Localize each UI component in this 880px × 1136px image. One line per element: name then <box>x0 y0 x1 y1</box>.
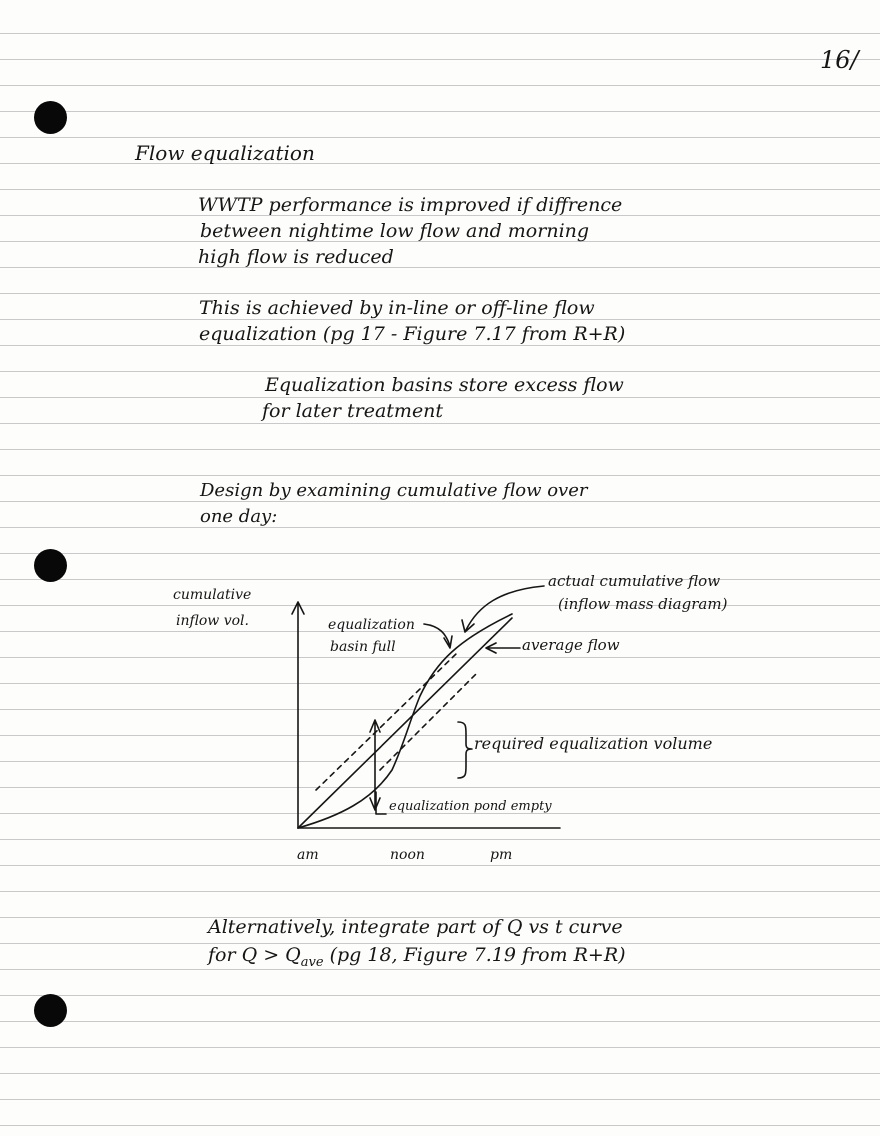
x-tick-label: am <box>297 847 319 863</box>
curly-brace-icon <box>458 722 472 778</box>
annotation-actual-flow: actual cumulative flow <box>548 572 721 590</box>
annotation-basin-full: basin full <box>330 639 396 655</box>
paragraph-line: Equalization basins store excess flow <box>265 374 624 396</box>
double-headed-arrow-icon <box>370 720 380 810</box>
x-tick-label: pm <box>490 847 513 863</box>
paragraph-line: for later treatment <box>262 400 444 422</box>
leader-average-flow <box>486 643 520 653</box>
paragraph-line: This is achieved by in-line or off-line flow <box>199 297 595 319</box>
paragraph-line: one day: <box>200 506 278 527</box>
leader-basin-full <box>424 624 452 648</box>
annotation-actual-flow: (inflow mass diagram) <box>558 595 728 613</box>
paragraph-line: Alternatively, integrate part of Q vs t curve <box>208 916 623 938</box>
reference-text: (pg 18, Figure 7.19 from R+R) <box>323 944 626 966</box>
tangent-line-empty <box>380 672 478 770</box>
paragraph-line <box>208 944 626 970</box>
leader-actual-flow <box>462 586 544 632</box>
x-tick-label: noon <box>390 847 425 863</box>
tangent-line-full <box>316 654 456 790</box>
page-number: 16/ <box>820 46 859 74</box>
y-axis-label: cumulative <box>173 587 252 603</box>
paragraph-line: Design by examining cumulative flow over <box>200 480 588 501</box>
paragraph-line: between nightime low flow and morning <box>200 220 590 242</box>
formula-text: for Q > Q <box>208 944 301 966</box>
y-axis-label: inflow vol. <box>176 613 249 629</box>
paragraph-line: WWTP performance is improved if diffrence <box>198 194 623 216</box>
formula-subscript: ave <box>300 955 324 970</box>
paragraph-line: high flow is reduced <box>198 246 394 268</box>
annotation-pond-empty: equalization pond empty <box>389 799 552 814</box>
annotation-average-flow: average flow <box>522 636 620 654</box>
annotation-required-volume: required equalization volume <box>474 734 713 753</box>
annotation-basin-full: equalization <box>328 617 415 633</box>
page-heading: Flow equalization <box>135 141 315 165</box>
paragraph-line: equalization (pg 17 - Figure 7.17 from R+R) <box>199 323 626 345</box>
